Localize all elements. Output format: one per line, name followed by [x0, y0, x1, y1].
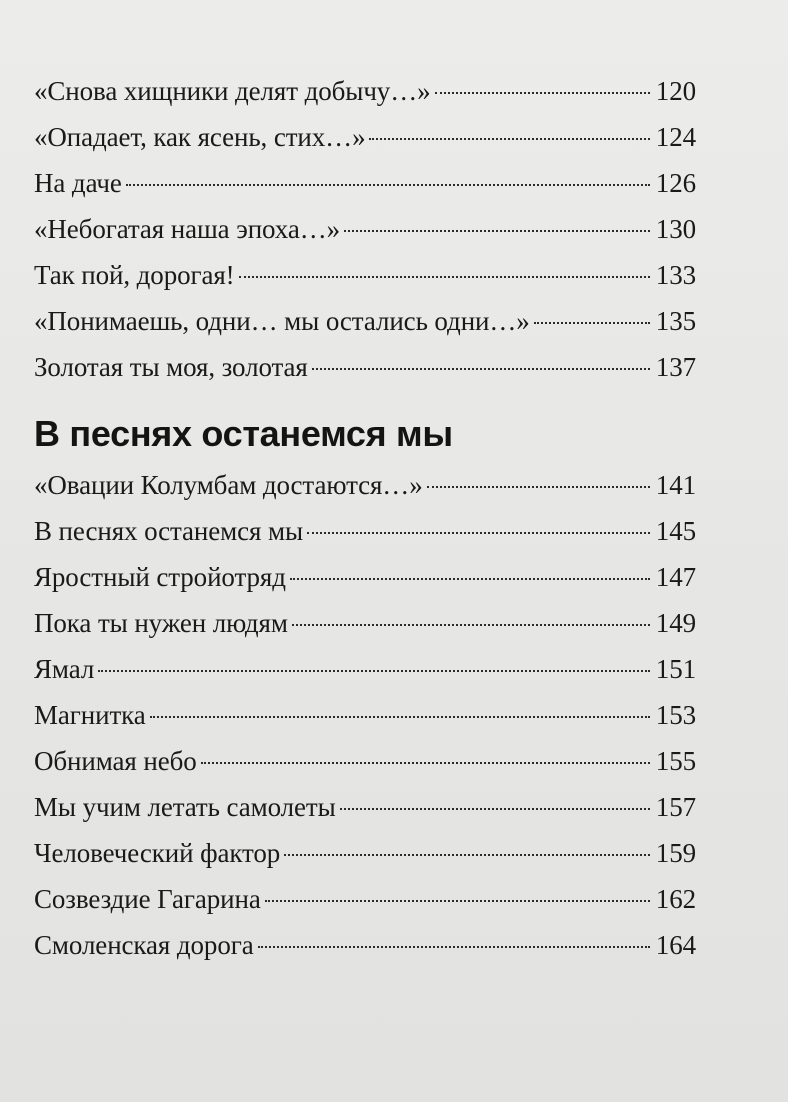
dot-leader	[265, 900, 650, 902]
toc-entry-page: 157	[655, 792, 696, 822]
toc-entry-page: 149	[655, 608, 696, 638]
dot-leader	[340, 808, 650, 810]
toc-entry-title: Смоленская дорога	[34, 930, 254, 960]
toc-entry-page: 124	[655, 122, 696, 152]
toc-entry-page: 120	[655, 76, 696, 106]
toc-entry-title: «Опадает, как ясень, стих…»	[34, 122, 366, 152]
toc-entry	[34, 608, 696, 654]
toc-entry-title: Мы учим летать самолеты	[34, 792, 336, 822]
toc-entry-page: 137	[655, 352, 696, 382]
toc-entry	[34, 930, 696, 976]
dot-leader	[427, 486, 650, 488]
toc-entry	[34, 746, 696, 792]
toc-entry	[34, 352, 696, 398]
toc-entry	[34, 700, 696, 746]
dot-leader	[258, 946, 650, 948]
toc-entry-title: В песнях останемся мы	[34, 516, 304, 546]
dot-leader	[534, 322, 650, 324]
dot-leader	[126, 184, 650, 186]
toc-entry	[34, 168, 696, 214]
dot-leader	[290, 578, 650, 580]
toc-entry-title: Магнитка	[34, 700, 146, 730]
toc-entry-page: 155	[655, 746, 696, 776]
toc-entry-title: «Снова хищники делят добычу…»	[34, 76, 431, 106]
toc-entry	[34, 214, 696, 260]
toc-entry-page: 147	[655, 562, 696, 592]
toc-entry-title: «Понимаешь, одни… мы остались одни…»	[34, 306, 530, 336]
toc-entry-title: «Небогатая наша эпоха…»	[34, 214, 341, 244]
toc-entry	[34, 306, 696, 352]
toc-entry-page: 153	[655, 700, 696, 730]
toc-entry-page: 162	[655, 884, 696, 914]
toc-entry-title: Человеческий фактор	[34, 838, 281, 868]
toc-entry-title: Яростный стройотряд	[34, 562, 286, 592]
toc-entry	[34, 654, 696, 700]
dot-leader	[292, 624, 650, 626]
toc-entry-page: 126	[655, 168, 696, 198]
toc-entry-page: 145	[655, 516, 696, 546]
dot-leader	[150, 716, 650, 718]
toc-entry	[34, 884, 696, 930]
dot-leader	[312, 368, 650, 370]
toc-entry-title: «Овации Колумбам достаются…»	[34, 470, 423, 500]
dot-leader	[284, 854, 650, 856]
toc-entry	[34, 122, 696, 168]
toc-entry-title: Обнимая небо	[34, 746, 197, 776]
dot-leader	[239, 276, 650, 278]
table-of-contents	[34, 76, 696, 976]
toc-entry-page: 159	[655, 838, 696, 868]
toc-entry-title: Так пой, дорогая!	[34, 260, 235, 290]
toc-entry-title: На даче	[34, 168, 122, 198]
dot-leader	[369, 138, 649, 140]
toc-entry	[34, 562, 696, 608]
toc-entry-title: Пока ты нужен людям	[34, 608, 288, 638]
toc-entry-page: 135	[655, 306, 696, 336]
dot-leader	[435, 92, 650, 94]
toc-entry-page: 130	[655, 214, 696, 244]
dot-leader	[98, 670, 650, 672]
toc-entry	[34, 792, 696, 838]
section-heading: В песнях останемся мы	[34, 413, 453, 454]
toc-entry-page: 133	[655, 260, 696, 290]
toc-entry-title: Ямал	[34, 654, 95, 684]
toc-entry-title: Золотая ты моя, золотая	[34, 352, 308, 382]
toc-entry	[34, 516, 696, 562]
dot-leader	[344, 230, 650, 232]
toc-entry-page: 141	[655, 470, 696, 500]
toc-entry	[34, 470, 696, 516]
toc-entry-page: 164	[655, 930, 696, 960]
toc-entry	[34, 76, 696, 122]
dot-leader	[307, 532, 650, 534]
dot-leader	[201, 762, 650, 764]
toc-entry-title: Созвездие Гагарина	[34, 884, 261, 914]
toc-entry	[34, 838, 696, 884]
toc-entry-page: 151	[655, 654, 696, 684]
toc-entry	[34, 260, 696, 306]
